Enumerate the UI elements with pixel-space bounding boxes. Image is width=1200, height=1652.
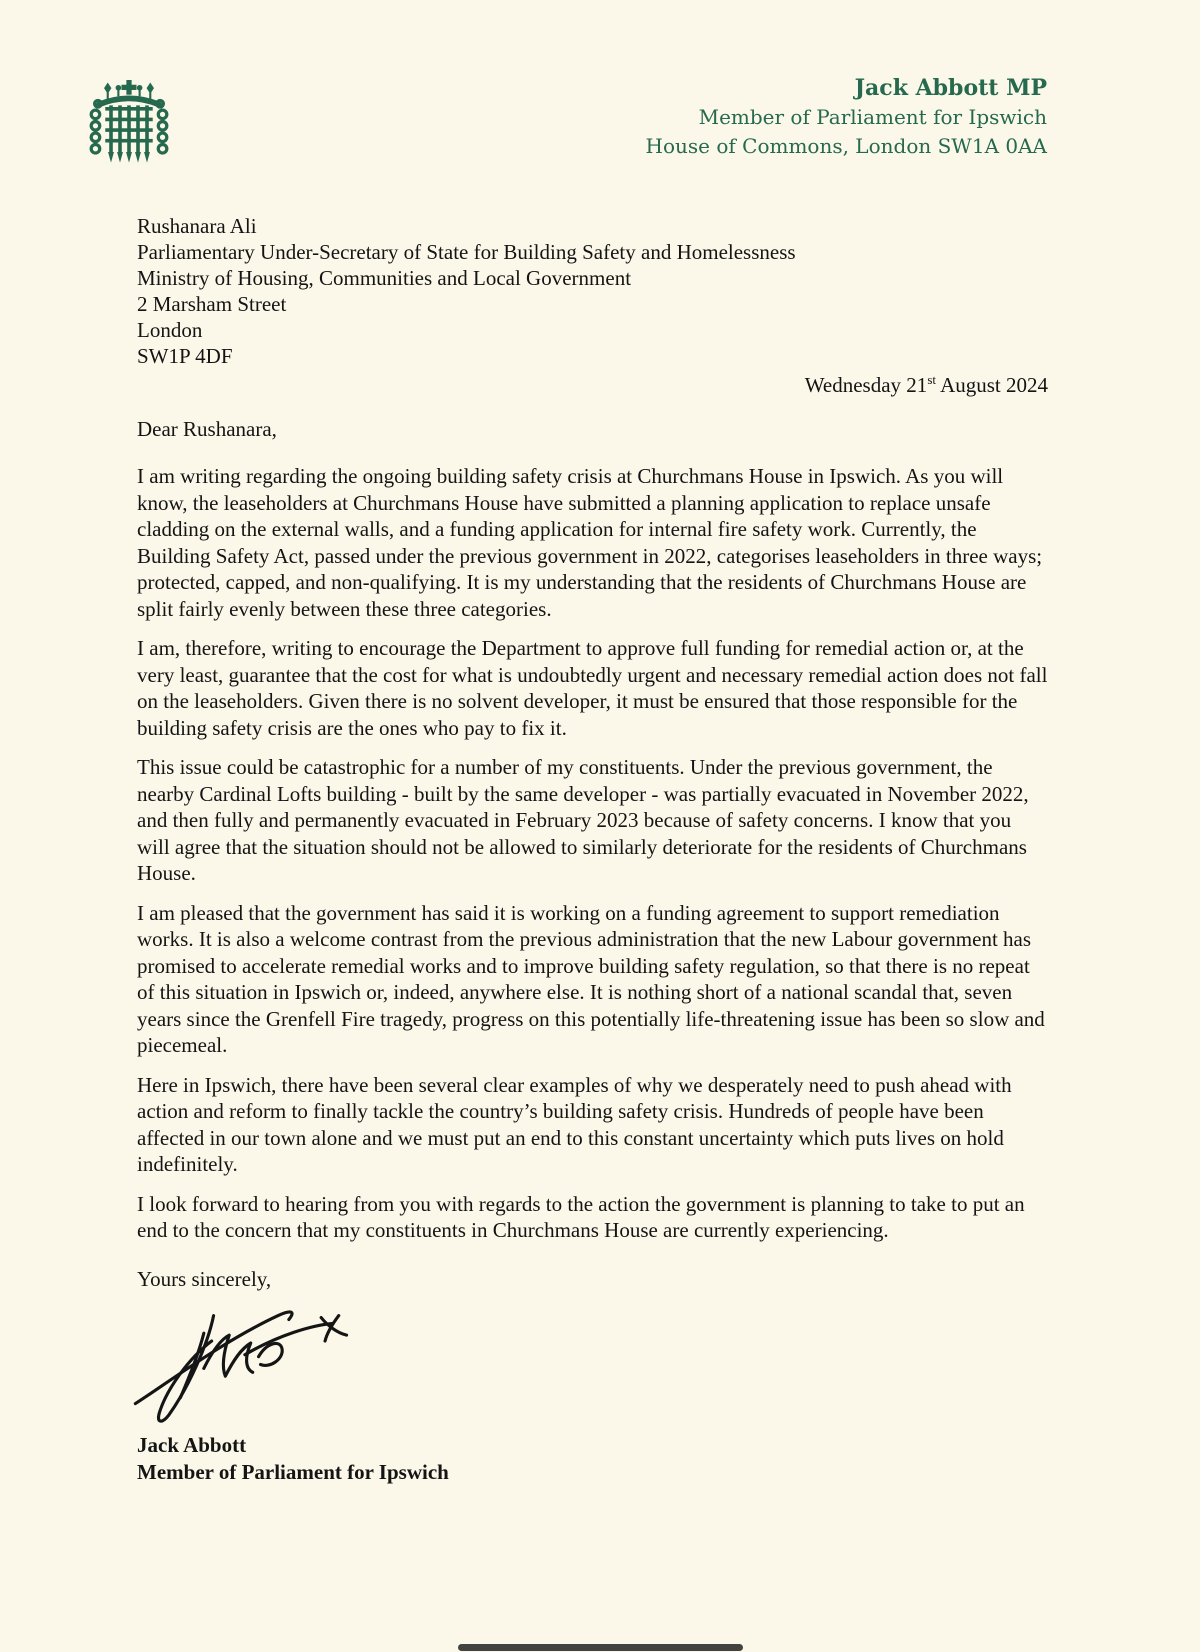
sender-name: Jack Abbott [137, 1433, 247, 1457]
recipient-line: Rushanara Ali [137, 214, 257, 238]
recipient-line: Parliamentary Under-Secretary of State for Building Safety and Homelessness [137, 240, 796, 264]
paragraph: I look forward to hearing from you with regards to the action the government is planning to take to put an end to the concern that my constituents in Churchmans House are currently experiencing. [137, 1191, 1025, 1242]
paragraph: I am, therefore, writing to encourage the Department to approve full funding for remedial action or, at the very least, guarantee that the cost for what is undoubtedly urgent and necessary remedial action does not fall on the leaseholders. Given there is no solvent developer, it must be ensured that those responsible for the building safety crisis are the ones who pay to fix it. [137, 636, 1048, 740]
paragraph: I am writing regarding the ongoing building safety crisis at Churchmans House in Ipswich. As you will know, the leaseholders at Churchmans House have submitted a planning application to replace unsafe cladding on the external walls, and a funding application for internal fire safety work. Currently, the Building Safety Act, passed under the previous government in 2022, categorises leaseholders in three ways; protected, capped, and non-qualifying. It is my understanding that the residents of Churchmans House are split fairly evenly between these three categories. [137, 464, 1043, 621]
date-suffix: August 2024 [935, 373, 1048, 397]
letter-date [137, 372, 1048, 399]
letterhead-role: Member of Parliament for Ipswich [698, 105, 1047, 129]
letter-body [137, 0, 1048, 1486]
recipient-line: London [137, 318, 203, 342]
closing: Yours sincerely, [137, 1266, 272, 1291]
paragraph: Here in Ipswich, there have been several clear examples of why we desperately need to push ahead with action and reform to finally tackle the country’s building safety crisis. Hundreds of people have been affected in our town alone and we must put an end to this constant uncertainty which puts lives on hold indefinitely. [137, 1072, 1012, 1176]
recipient-line: 2 Marsham Street [137, 292, 287, 316]
recipient-line: SW1P 4DF [137, 344, 233, 368]
signature-image [127, 1298, 352, 1430]
salutation: Dear Rushanara, [137, 416, 277, 441]
letterhead-name: Jack Abbott MP [854, 75, 1047, 101]
paragraph: This issue could be catastrophic for a number of my constituents. Under the previous government, the nearby Cardinal Lofts building - built by the same developer - was partially evacuated in November 2022, and then fully and permanently evacuated in February 2023 because of safety concerns. I know that you will agree that the situation should not be allowed to similarly deteriorate for the residents of Churchmans House. [137, 755, 1029, 885]
sender-title: Member of Parliament for Ipswich [137, 1460, 449, 1484]
letterhead-address: House of Commons, London SW1A 0AA [645, 134, 1047, 158]
recipient-line: Ministry of Housing, Communities and Local Government [137, 266, 632, 290]
paragraph: I am pleased that the government has said it is working on a funding agreement to support remediation works. It is also a welcome contrast from the previous administration that the new Labour government has promised to accelerate remedial works and to improve building safety regulation, so that there is no repeat of this situation in Ipswich or, indeed, anywhere else. It is nothing short of a national scandal that, seven years since the Grenfell Fire tragedy, progress on this potentially life-threatening issue has been so slow and piecemeal. [137, 900, 1045, 1057]
date-ordinal: st [927, 372, 936, 387]
sender-block [137, 1432, 1048, 1486]
home-indicator[interactable] [458, 1644, 743, 1651]
recipient-address [137, 213, 1048, 369]
date-day: Wednesday 21 [804, 373, 928, 397]
